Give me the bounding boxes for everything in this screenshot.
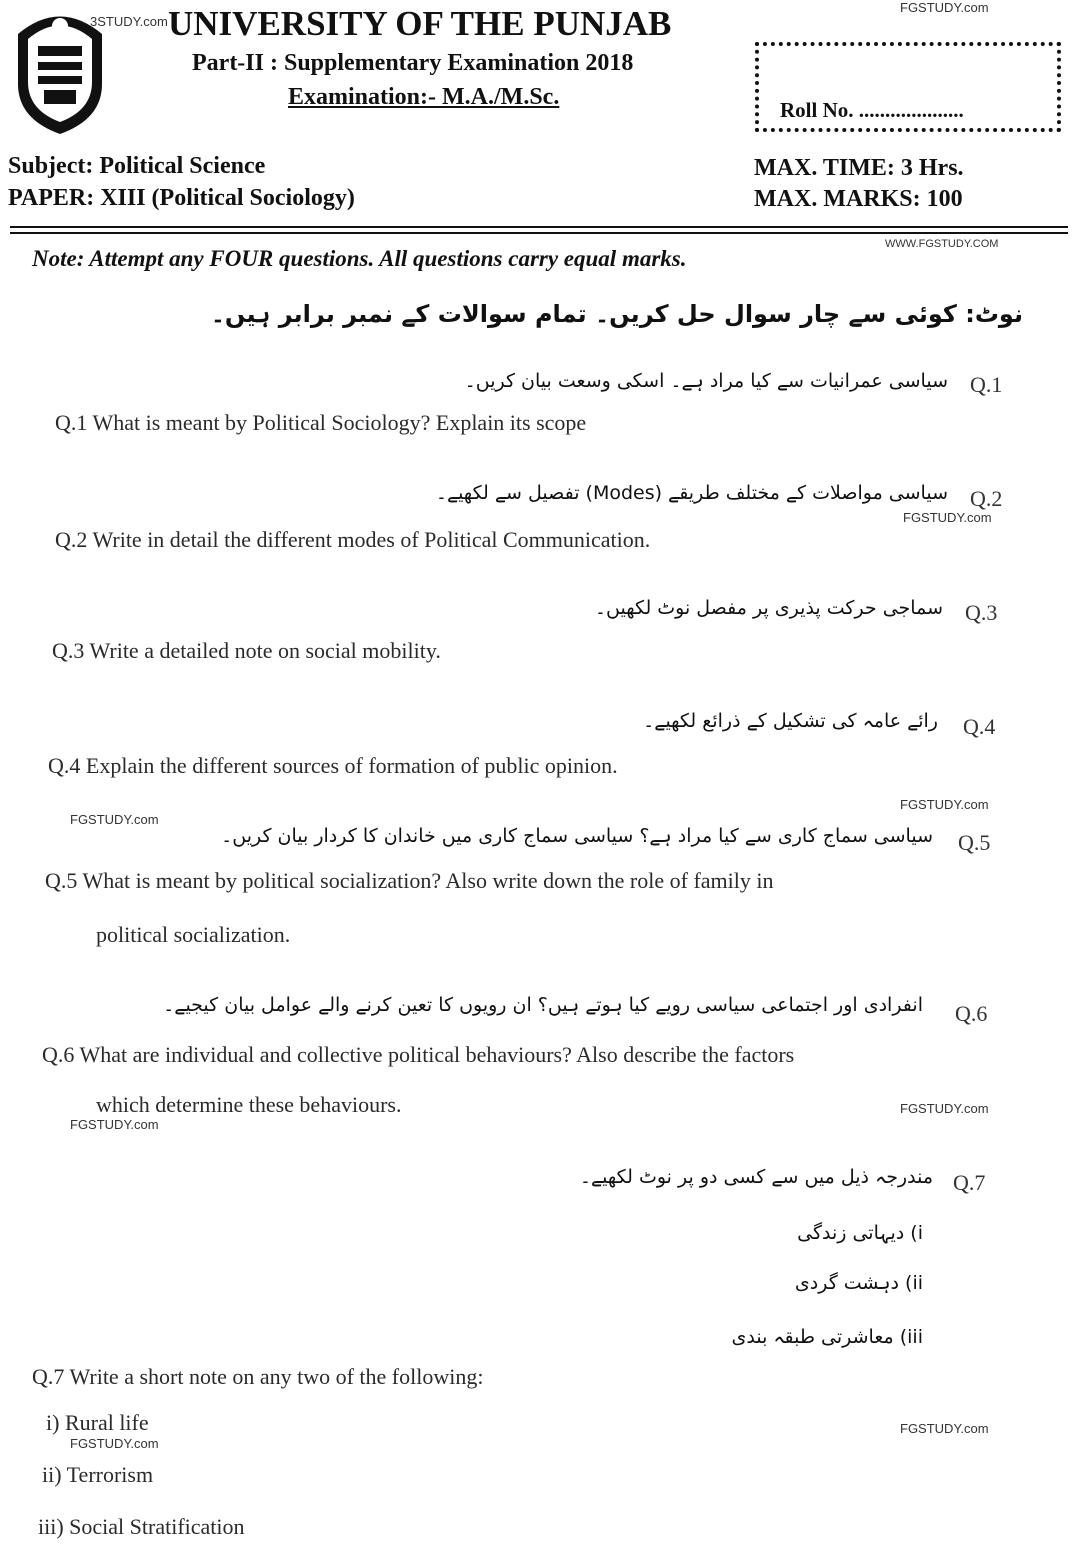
question-urdu: سیاسی مواصلات کے مختلف طریقے (Modes) تفصیل سے لکھیے۔ xyxy=(435,482,948,504)
urdu-item: ii) دہشت گردی xyxy=(794,1272,923,1294)
question-number: Q.3 xyxy=(965,600,998,625)
header-divider xyxy=(10,232,1068,234)
header-divider xyxy=(10,226,1068,228)
exam-type: Examination:- M.A./M.Sc. xyxy=(288,84,560,110)
question-english: Q.3 Write a detailed note on social mobility. xyxy=(52,638,441,663)
question-english: Q.4 Explain the different sources of formation of public opinion. xyxy=(48,753,618,778)
watermark: FGSTUDY.com xyxy=(70,812,159,827)
paper: PAPER: XIII (Political Sociology) xyxy=(8,185,355,211)
urdu-item: i) دیہاتی زندگی xyxy=(797,1222,923,1244)
question-english: Q.1 What is meant by Political Sociology? Explain its scope xyxy=(55,410,587,435)
question-english: Q.5 What is meant by political socialization? Also write down the role of family in xyxy=(45,868,774,893)
english-item: ii) Terrorism xyxy=(42,1462,154,1487)
instructions-english: Note: Attempt any FOUR questions. All questions carry equal marks. xyxy=(32,246,687,271)
university-title: UNIVERSITY OF THE PUNJAB xyxy=(168,4,672,43)
watermark: FGSTUDY.com xyxy=(900,1421,989,1436)
question-urdu: رائے عامہ کی تشکیل کے ذرائع لکھیے۔ xyxy=(643,710,938,732)
watermark: FGSTUDY.com xyxy=(70,1117,159,1132)
question-english: Q.7 Write a short note on any two of the following: xyxy=(32,1364,484,1389)
roll-number-label: Roll No. .................... xyxy=(780,98,964,122)
english-item: i) Rural life xyxy=(46,1410,149,1435)
watermark: FGSTUDY.com xyxy=(903,510,992,525)
watermark: 3STUDY.com xyxy=(90,14,168,29)
question-english: Q.2 Write in detail the different modes of Political Communication. xyxy=(55,527,651,552)
watermark: WWW.FGSTUDY.COM xyxy=(885,238,999,250)
question-urdu: انفرادی اور اجتماعی سیاسی رویے کیا ہوتے ہیں؟ ان رویوں کا تعین کرنے والے عوامل بیان کیجیے۔ xyxy=(163,994,923,1016)
max-time: MAX. TIME: 3 Hrs. xyxy=(754,155,964,181)
question-english: Q.6 What are individual and collective political behaviours? Also describe the factors xyxy=(42,1042,795,1067)
question-number: Q.6 xyxy=(955,1001,988,1026)
question-english-cont: political socialization. xyxy=(96,922,291,947)
question-number: Q.5 xyxy=(958,830,991,855)
question-number: Q.4 xyxy=(963,714,996,739)
watermark: FGSTUDY.com xyxy=(900,0,989,15)
instructions-urdu: نوٹ: کوئی سے چار سوال حل کریں۔ تمام سوالات کے نمبر برابر ہیں۔ xyxy=(210,300,1023,328)
exam-part: Part-II : Supplementary Examination 2018 xyxy=(192,50,634,76)
watermark: FGSTUDY.com xyxy=(70,1436,159,1451)
subject: Subject: Political Science xyxy=(8,153,266,179)
question-number: Q.1 xyxy=(970,372,1003,397)
question-urdu: مندرجہ ذیل میں سے کسی دو پر نوٹ لکھیے۔ xyxy=(579,1166,933,1188)
english-item: iii) Social Stratification xyxy=(38,1514,245,1539)
question-urdu: سیاسی عمرانیات سے کیا مراد ہے۔ اسکی وسعت بیان کریں۔ xyxy=(464,370,948,392)
question-english-cont: which determine these behaviours. xyxy=(96,1092,402,1117)
question-number: Q.2 xyxy=(970,486,1003,511)
watermark: FGSTUDY.com xyxy=(900,797,989,812)
watermark: FGSTUDY.com xyxy=(900,1101,989,1116)
question-number: Q.7 xyxy=(953,1170,986,1195)
question-urdu: سماجی حرکت پذیری پر مفصل نوٹ لکھیں۔ xyxy=(594,597,943,619)
urdu-item: iii) معاشرتی طبقہ بندی xyxy=(731,1326,923,1348)
question-urdu: سیاسی سماج کاری سے کیا مراد ہے؟ سیاسی سماج کاری میں خاندان کا کردار بیان کریں۔ xyxy=(221,825,933,847)
max-marks: MAX. MARKS: 100 xyxy=(754,186,963,212)
